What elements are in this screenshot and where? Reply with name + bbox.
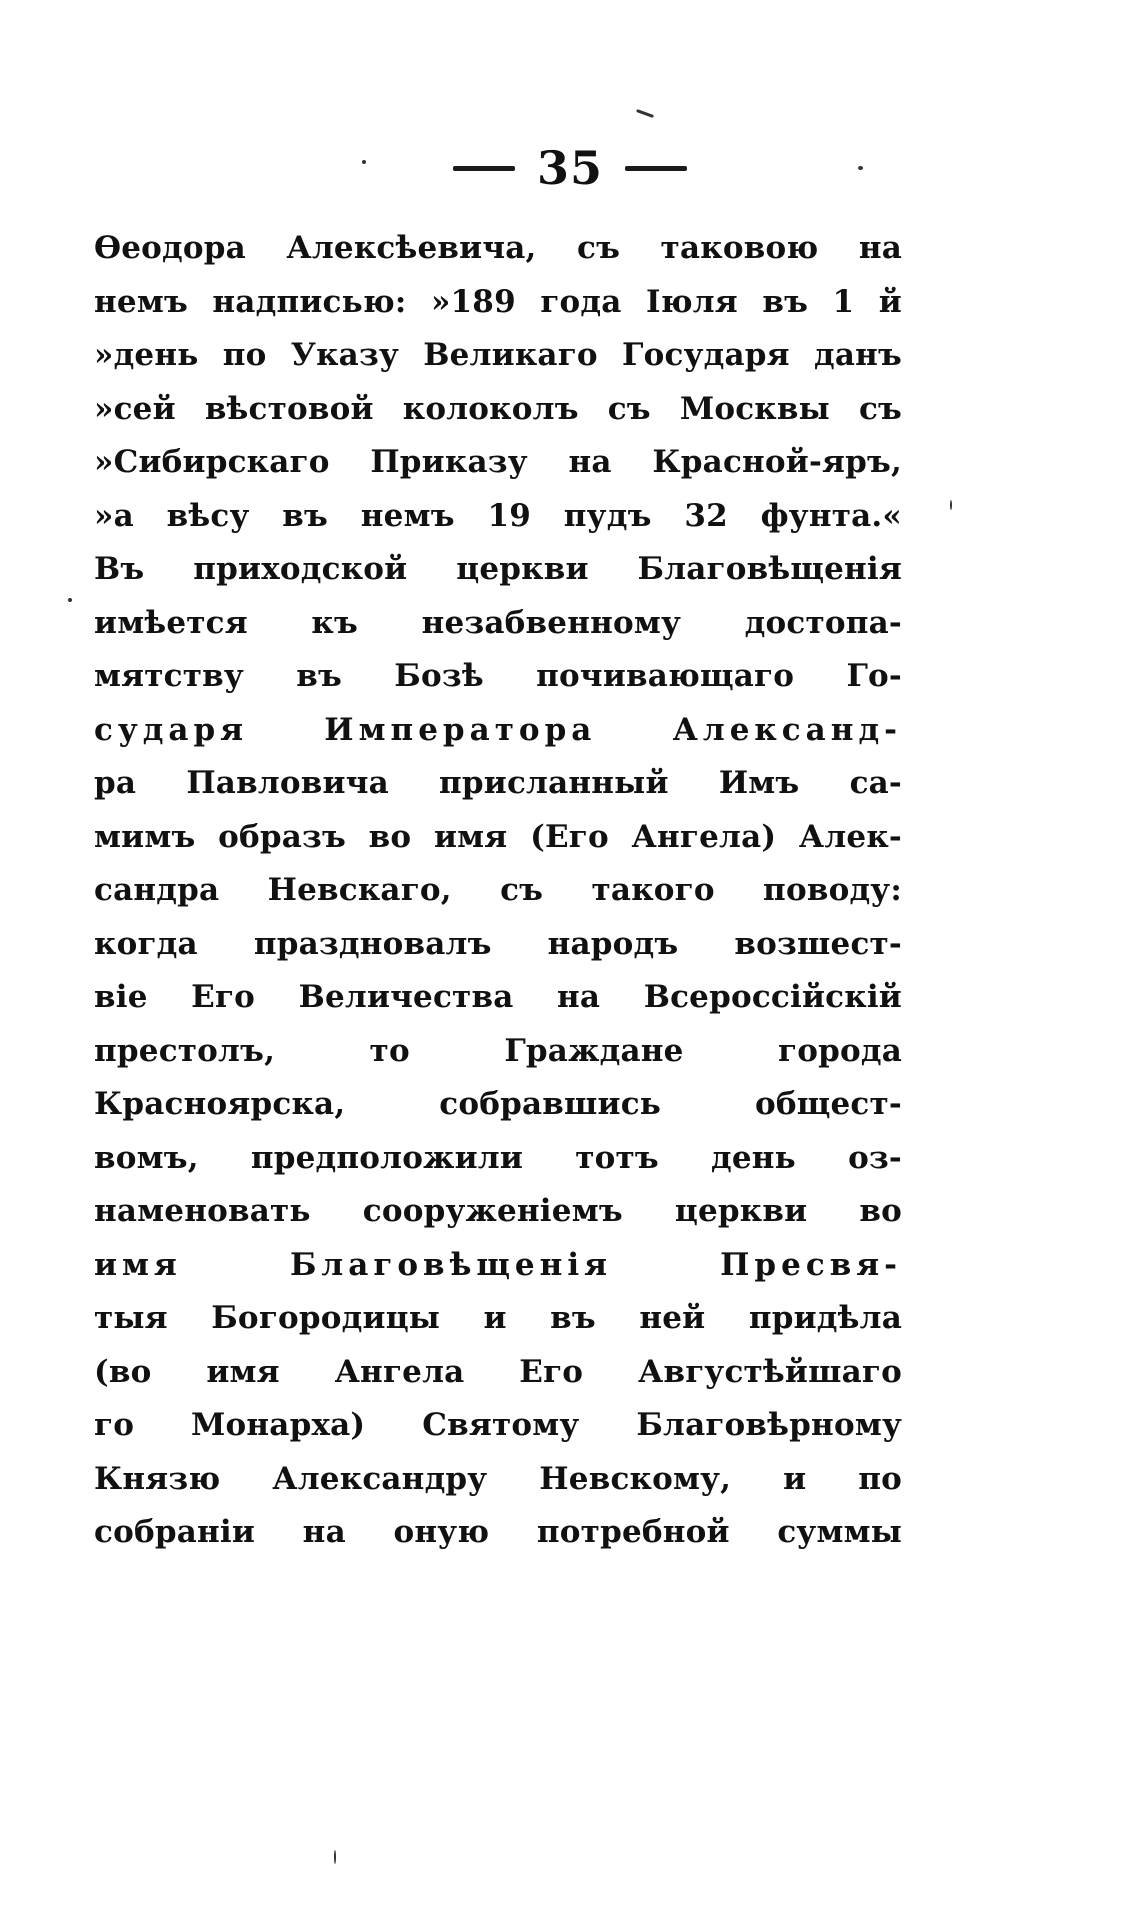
text-line: Князю Александру Невскому, и по [94,1460,902,1497]
text-line: престолъ, то Граждане города [94,1032,902,1069]
page-header [0,138,1140,198]
text-line: когда праздновалъ народъ возшест- [94,925,902,962]
scan-speck [68,598,72,602]
scan-speck [362,160,366,164]
text-line: сандра Невскаго, съ такого поводу: [94,872,902,908]
text-line: »день по Указу Великаго Государя данъ [94,337,902,373]
page-number: 35 [536,141,603,195]
scan-speck [334,1850,336,1864]
text-line: »сей вѣстовой колоколъ съ Москвы съ [94,390,902,427]
text-line: »а вѣсу въ немъ 19 пудъ 32 фунта.« [94,497,902,534]
text-line: тыя Богородицы и въ ней придѣла [94,1300,902,1336]
text-line: »Сибирскаго Приказу на Красной-яръ, [94,444,902,480]
text-line: немъ надписью: »189 года Іюля въ 1 й [94,283,902,320]
text-line: Красноярска, собравшись общест- [94,1086,902,1122]
text-line: Въ приходской церкви Благовѣщенія [94,551,902,587]
right-dash-ornament [625,166,687,171]
left-dash-ornament [453,166,515,171]
scan-speck [636,109,654,118]
text-line: (во имя Ангела Его Августѣйшаго [94,1353,902,1390]
text-line: вомъ, предположили тотъ день оз- [94,1139,902,1176]
text-line: мятству въ Бозѣ почивающаго Го- [94,658,902,694]
text-line: собраніи на оную потребной суммы [94,1514,902,1550]
text-line: имя Благовѣщенія Пресвя- [94,1246,902,1283]
scan-speck [858,166,863,170]
text-line: віе Его Величества на Всероссійскій [94,979,902,1015]
text-line: имѣется къ незабвенному достопа- [94,604,902,641]
text-line: сударя Императора Александ- [94,711,902,748]
text-line: наменовать сооруженіемъ церкви во [94,1193,902,1229]
scan-speck [950,500,952,510]
text-line: ра Павловича присланный Имъ са- [94,765,902,801]
body-text [94,222,902,1560]
text-line: го Монарха) Святому Благовѣрному [94,1407,902,1443]
text-line: мимъ образъ во имя (Его Ангела) Алек- [94,818,902,855]
text-line: Ѳеодора Алексѣевича, съ таковою на [94,230,902,266]
